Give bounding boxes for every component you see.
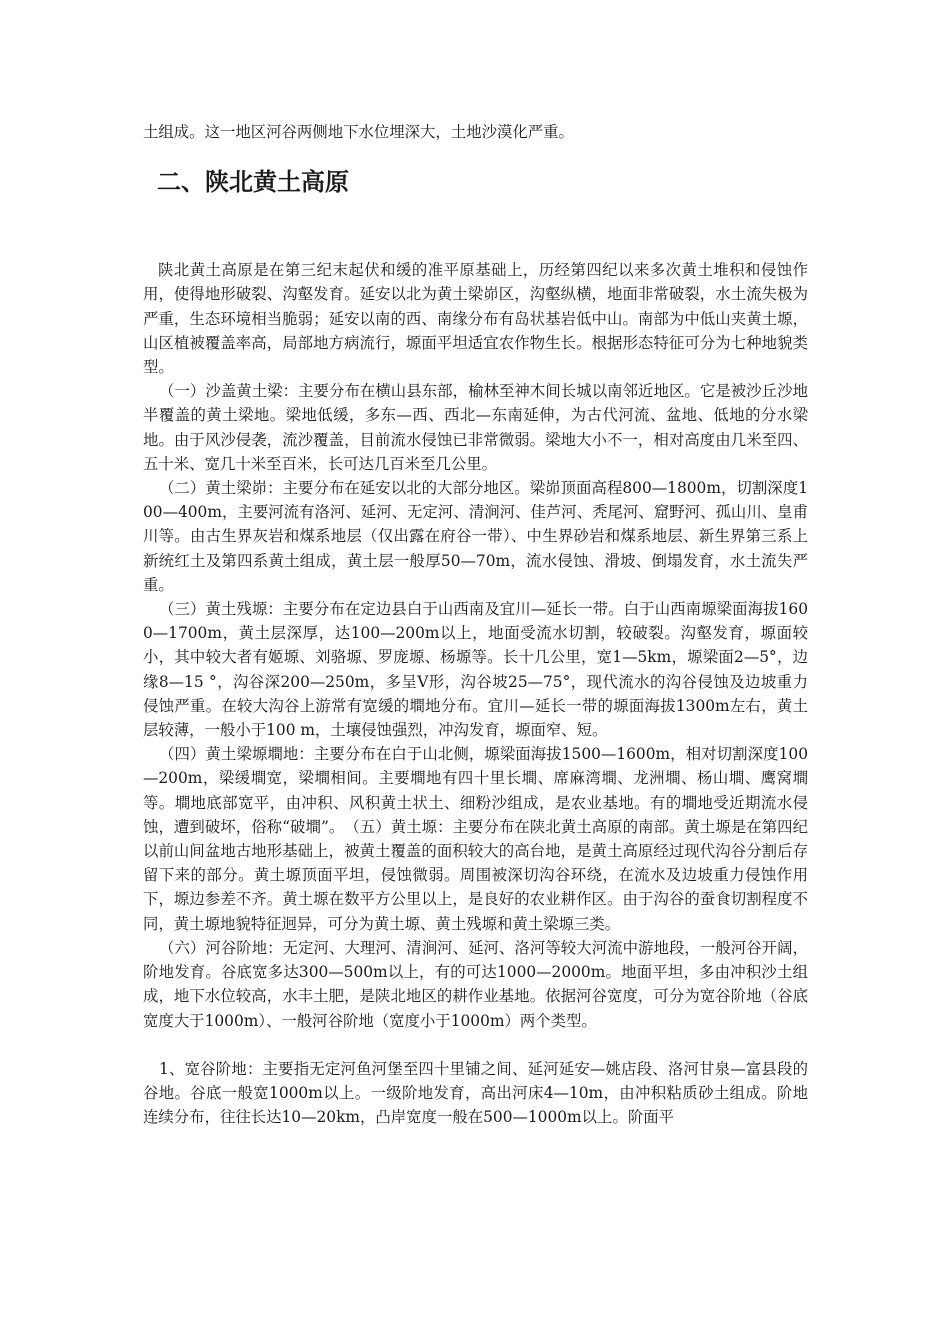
subtype-paragraph-1: 1、宽谷阶地：主要指无定河鱼河堡至四十里铺之间、延河延安—姚店段、洛河甘泉—富县段的谷地。谷底一般宽1000m以上。一级阶地发育，高出河床4—10m，由冲积粘质砂土组成。阶地连续分布，往往长达10—20km，凸岸宽度一般在500—1000m以上。阶面平 — [143, 1059, 808, 1127]
lead-paragraph: 土组成。这一地区河谷两侧地下水位埋深大，土地沙漠化严重。 — [143, 123, 574, 141]
landform-paragraph-4: （四）黄土梁塬墹地：主要分布在白于山北侧，塬梁面海拔1500—1600m，相对切割深度100—200m，梁缓墹宽，梁墹相间。主要墹地有四十里长墹、席麻湾墹、龙洲墹、杨山墹、鹰窝墹等。墹地底部宽平，由冲积、风积黄土状土、细粉沙组成，是农业基地。有的墹地受近期流水侵蚀，遭到破坏，俗称“破墹”。 （五）黄土塬：主要分布在陕北黄土高原的南部。黄土塬是在第四纪以前山间盆地古地形基础上，被黄土覆盖的面积较大的高台地，是黄土高原经过现代沟谷分割后存留下来的部分。黄土塬顶面平坦，侵蚀微弱。周围被深切沟谷环绕，在流水及边坡重力侵蚀作用下，塬边参差不齐。黄土塬在数平方公里以上，是良好的农业耕作区。由于沟谷的蚕食切割程度不同，黄土塬地貌特征迥异，可分为黄土塬、黄土残塬和黄土梁塬三类。 — [143, 745, 808, 933]
landform-paragraph-3: （三）黄土残塬：主要分布在定边县白于山西南及宜川—延长一带。白于山西南塬梁面海拔1600—1700m，黄土层深厚，达100—200m以上，地面受流水切割，较破裂。沟壑发育，塬面较小，其中较大者有姬塬、刘骆塬、罗庞塬、杨塬等。长十几公里，宽1—5km，塬梁面2—5°，边缘8—15 °，沟谷深200—250m，多呈V形，沟谷坡25—75°，现代流水的沟谷侵蚀及边坡重力侵蚀严重。在较大沟谷上游常有宽缓的墹地分布。宜川—延长一带的塬面海拔1300m左右，黄土层较薄，一般小于100 m，土壤侵蚀强烈，冲沟发育，塬面窄、短。 — [143, 600, 808, 740]
intro-paragraph: 陕北黄土高原是在第三纪末起伏和缓的准平原基础上，历经第四纪以来多次黄土堆积和侵蚀作用，使得地形破裂、沟壑发育。延安以北为黄土梁峁区，沟壑纵横，地面非常破裂，水土流失极为严重，生态环境相当脆弱；延安以南的西、南缘分布有岛状基岩低中山。南部为中低山夹黄土塬，山区植被覆盖率高，局部地方病流行，塬面平坦适宜农作物生长。根据形态特征可分为七种地貌类型。 — [143, 261, 808, 377]
landform-paragraph-1: （一）沙盖黄土梁：主要分布在横山县东部，榆林至神木间长城以南邻近地区。它是被沙丘沙地半覆盖的黄土梁地。梁地低缓，多东—西、西北—东南延伸，为古代河流、盆地、低地的分水梁地。由于风沙侵袭，流沙覆盖，目前流水侵蚀已非常微弱。梁地大小不一，相对高度由几米至四、五十米、宽几十米至百米，长可达几百米至几公里。 — [143, 382, 808, 473]
landform-paragraph-2: （二）黄土梁峁：主要分布在延安以北的大部分地区。梁峁顶面高程800—1800m，切割深度100—400m，主要河流有洛河、延河、无定河、清涧河、佳芦河、秃尾河、窟野河、孤山川、皇甫川等。由古生界灰岩和煤系地层（仅出露在府谷一带）、中生界砂岩和煤系地层、新生界第三系上新统红土及第四系黄土组成，黄土层一般厚50—70m，流水侵蚀、滑坡、倒塌发育，水土流失严重。 — [143, 479, 808, 594]
section-heading-block — [143, 166, 808, 198]
landform-paragraph-6: （六）河谷阶地：无定河、大理河、清涧河、延河、洛河等较大河流中游地段，一般河谷开阔，阶地发育。谷底宽多达300—500m以上，有的可达1000—2000m。地面平坦，多由冲积沙土组成，地下水位较高，水丰土肥，是陕北地区的耕作业基地。依据河谷宽度，可分为宽谷阶地（谷底宽度大于1000m）、一般河谷阶地（宽度小于1000m）两个类型。 — [143, 938, 808, 1030]
document-body — [143, 120, 808, 1129]
section-heading: 二、陕北黄土高原 — [157, 168, 349, 197]
paragraph-spacer — [143, 1033, 808, 1057]
